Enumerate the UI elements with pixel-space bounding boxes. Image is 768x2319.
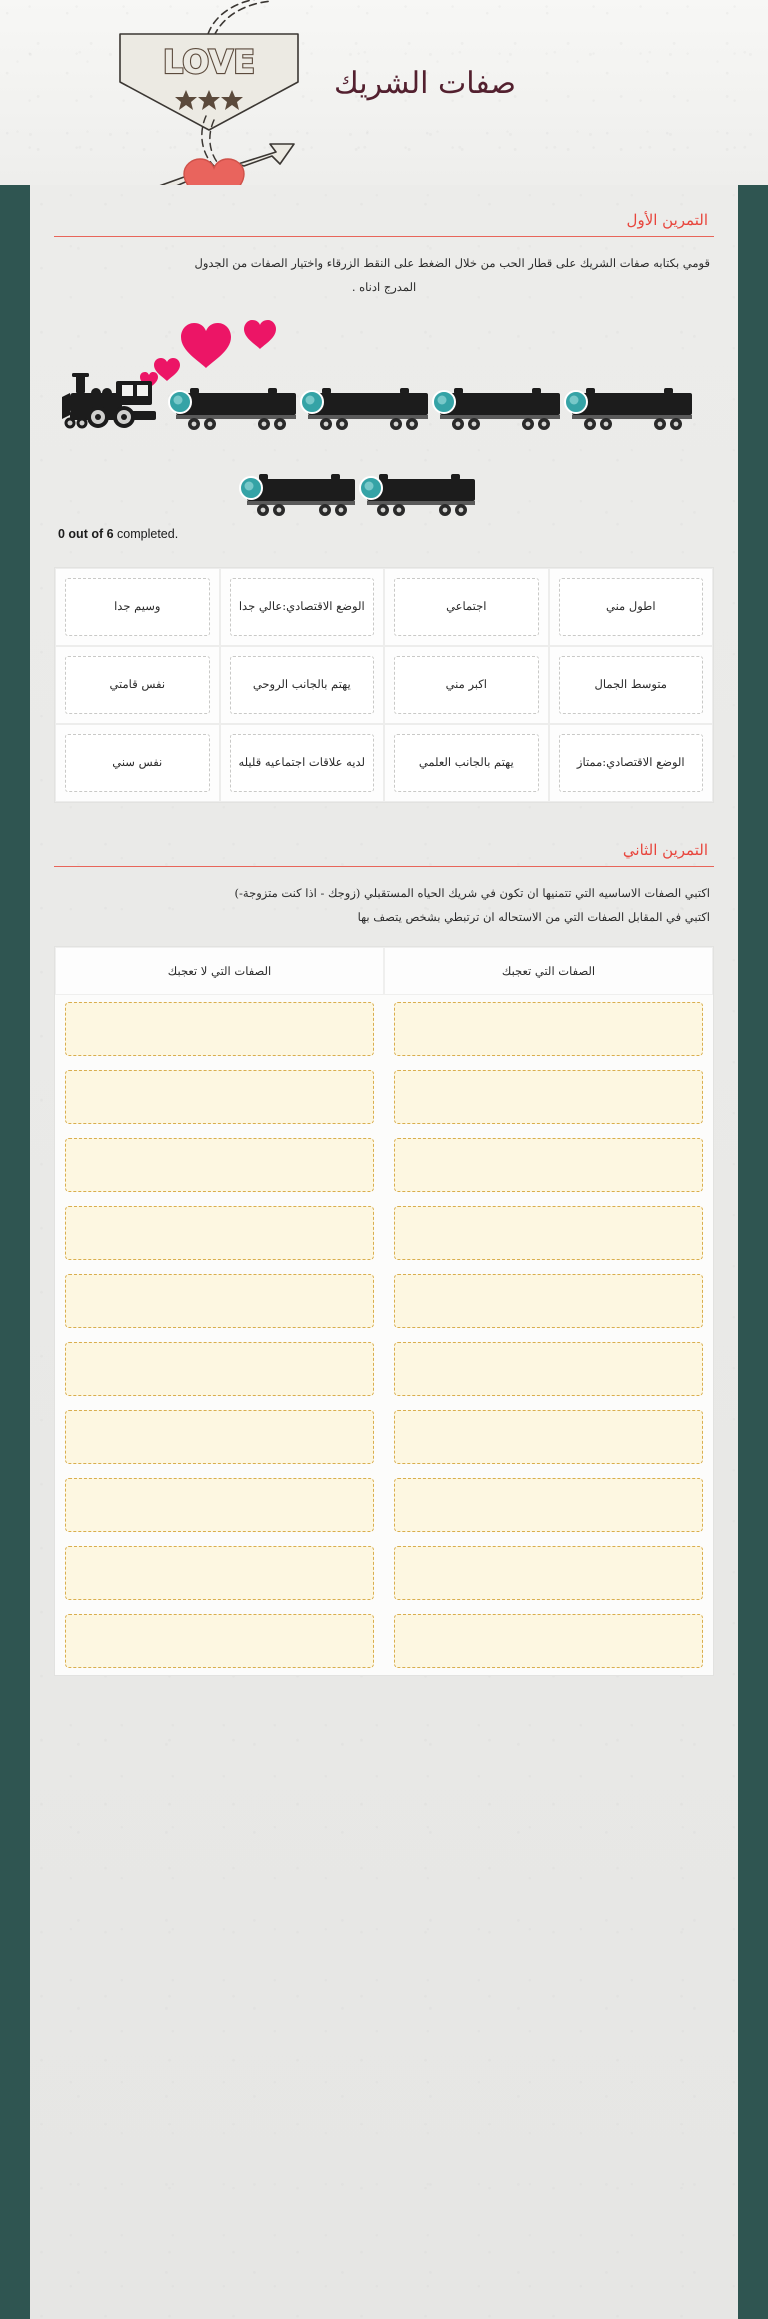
train-carriage	[565, 388, 692, 430]
answer-input-blank[interactable]	[394, 1138, 703, 1192]
answer-cell	[55, 1131, 384, 1199]
answer-cell	[55, 1267, 384, 1335]
answer-cell	[384, 1199, 713, 1267]
word-bank-cell	[549, 646, 714, 724]
word-chip[interactable]: اطول مني	[559, 578, 704, 636]
word-bank-cell	[55, 724, 220, 802]
word-bank-cell	[384, 646, 549, 724]
answer-input-blank[interactable]	[394, 1070, 703, 1124]
answer-input-blank[interactable]	[394, 1206, 703, 1260]
word-bank-grid	[54, 567, 714, 803]
word-chip[interactable]: اكبر مني	[394, 656, 539, 714]
answer-cell	[55, 995, 384, 1063]
train-carriage	[360, 474, 475, 516]
answer-input-blank[interactable]	[65, 1342, 374, 1396]
word-chip[interactable]: يهتم بالجانب الروحي	[230, 656, 375, 714]
word-bank-cell	[220, 646, 385, 724]
exercise-2-heading: التمرين الثاني	[622, 841, 708, 860]
answer-column-header: الصفات التي تعجبك	[384, 947, 713, 995]
answer-column-header: الصفات التي لا تعجبك	[55, 947, 384, 995]
exercise-1-divider	[54, 236, 714, 237]
answer-cell	[55, 1403, 384, 1471]
word-bank-cell	[549, 568, 714, 646]
answer-input-blank[interactable]	[394, 1342, 703, 1396]
page-header	[0, 0, 768, 185]
answer-cell	[55, 1471, 384, 1539]
answer-input-blank[interactable]	[65, 1138, 374, 1192]
train-carriages-row-2	[54, 471, 714, 519]
word-chip[interactable]: الوضع الاقتصادي:ممتاز	[559, 734, 704, 792]
word-bank-cell	[384, 568, 549, 646]
answer-input-blank[interactable]	[65, 1070, 374, 1124]
answer-cell	[384, 1403, 713, 1471]
answer-input-blank[interactable]	[394, 1002, 703, 1056]
love-banner-text: LOVE	[162, 43, 256, 81]
answer-cell	[384, 1063, 713, 1131]
answer-cell	[384, 1131, 713, 1199]
love-banner-illustration	[58, 0, 358, 185]
exercise-1-instruction-line1: قومي بكتابه صفات الشريك على قطار الحب من خلال الضغط على النقط الزرقاء واختيار الصفات من الجدول	[194, 256, 710, 270]
answer-cell	[384, 1471, 713, 1539]
train-carriages-row-1	[54, 385, 714, 433]
word-chip[interactable]: يهتم بالجانب العلمي	[394, 734, 539, 792]
word-chip[interactable]: متوسط الجمال	[559, 656, 704, 714]
word-bank-cell	[220, 724, 385, 802]
love-banner-svg	[58, 0, 358, 185]
word-bank-cell	[55, 646, 220, 724]
answer-input-blank[interactable]	[394, 1614, 703, 1668]
worksheet-body	[30, 185, 738, 2319]
answer-cell	[384, 995, 713, 1063]
answer-input-blank[interactable]	[65, 1206, 374, 1260]
answer-cell	[55, 1199, 384, 1267]
heart-shape	[184, 159, 244, 185]
love-train-illustration	[54, 311, 714, 521]
word-chip[interactable]: نفس قامتي	[65, 656, 210, 714]
exercise-2-divider	[54, 866, 714, 867]
train-carriage	[240, 474, 355, 516]
page-title: صفات الشريك	[334, 66, 516, 101]
answer-input-blank[interactable]	[65, 1274, 374, 1328]
answer-cell	[384, 1607, 713, 1675]
word-bank-cell	[220, 568, 385, 646]
word-chip[interactable]: وسيم جدا	[65, 578, 210, 636]
completion-suffix: completed.	[113, 527, 179, 542]
answer-input-blank[interactable]	[65, 1614, 374, 1668]
exercise-1-heading: التمرين الأول	[626, 211, 708, 229]
answer-cell	[384, 1539, 713, 1607]
word-chip[interactable]: نفس سني	[65, 734, 210, 792]
answer-cell	[384, 1267, 713, 1335]
answer-cell	[384, 1335, 713, 1403]
answer-input-blank[interactable]	[65, 1002, 374, 1056]
exercise-2-instruction-line1: اكتبي الصفات الاساسيه التي تتمنيها ان تكون في شريك الحياه المستقبلي (زوجك - اذا كنت متزوجة-)	[234, 886, 710, 901]
answer-input-blank[interactable]	[394, 1410, 703, 1464]
answer-cell	[55, 1335, 384, 1403]
answer-cell	[55, 1539, 384, 1607]
answer-input-blank[interactable]	[65, 1546, 374, 1600]
exercise-1-section	[54, 207, 714, 803]
word-bank-cell	[55, 568, 220, 646]
train-carriage	[169, 388, 296, 430]
answer-cell	[55, 1607, 384, 1675]
word-chip[interactable]: اجتماعي	[394, 578, 539, 636]
answer-input-blank[interactable]	[394, 1546, 703, 1600]
answer-input-blank[interactable]	[394, 1478, 703, 1532]
exercise-2-instruction-line2: اكتبي في المقابل الصفات التي من الاستحاله ان ترتبطي بشخص يتصف بها	[357, 910, 710, 925]
answer-cell	[55, 1063, 384, 1131]
word-chip[interactable]: الوضع الاقتصادي:عالي جدا	[230, 578, 375, 636]
word-bank-cell	[549, 724, 714, 802]
word-bank-cell	[384, 724, 549, 802]
completion-count: 0 out of 6	[58, 527, 114, 542]
answer-input-blank[interactable]	[65, 1410, 374, 1464]
answer-input-blank[interactable]	[394, 1274, 703, 1328]
exercise-1-instruction-line2: المدرج ادناه .	[351, 280, 417, 295]
word-chip[interactable]: لديه علاقات اجتماعيه قليله	[230, 734, 375, 792]
answer-input-blank[interactable]	[65, 1478, 374, 1532]
train-carriage	[301, 388, 428, 430]
train-carriage	[433, 388, 560, 430]
answer-columns-table	[54, 946, 714, 1676]
exercise-2-section	[54, 837, 714, 1675]
completion-status	[54, 521, 714, 541]
